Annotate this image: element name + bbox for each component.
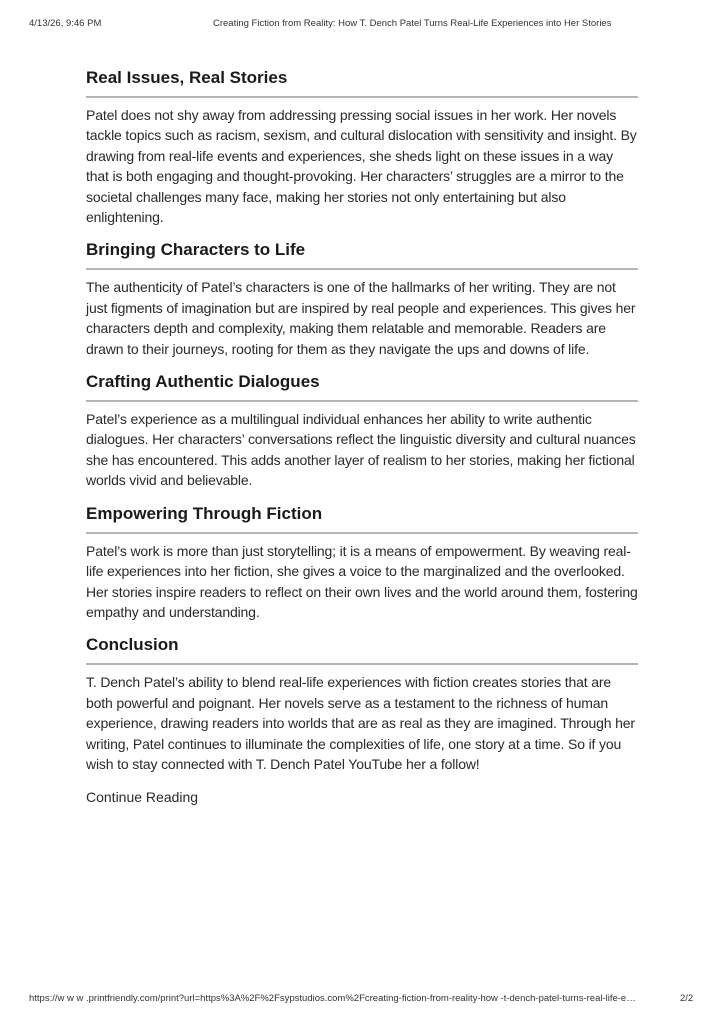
print-footer bbox=[0, 993, 723, 1007]
section-heading: Crafting Authentic Dialogues bbox=[86, 370, 638, 402]
section-heading: Conclusion bbox=[86, 633, 638, 665]
section-conclusion bbox=[86, 633, 638, 774]
continue-reading-link[interactable]: Continue Reading bbox=[86, 789, 199, 806]
section-crafting-dialogues bbox=[86, 370, 638, 491]
print-datetime: 4/13/26, 9:46 PM bbox=[29, 18, 102, 29]
section-heading: Real Issues, Real Stories bbox=[86, 66, 638, 98]
print-header bbox=[0, 18, 723, 32]
section-bringing-characters bbox=[86, 238, 638, 359]
article-body bbox=[86, 66, 638, 807]
section-paragraph: The authenticity of Patel’s characters is one of the hallmarks of her writing. They are not just figments of imagination but are inspired by real people and experiences. This gives her characters depth and complexity, making them relatable and memorable. Readers are drawn to their journeys, rooting for them as they navigate the ups and downs of life. bbox=[86, 279, 636, 357]
section-heading: Empowering Through Fiction bbox=[86, 502, 638, 534]
section-heading: Bringing Characters to Life bbox=[86, 238, 638, 270]
section-paragraph: Patel’s work is more than just storytelling; it is a means of empowerment. By weaving real-life experiences into her fiction, she gives a voice to the marginalized and the overlooked. Her stories inspire readers to reflect on their own lives and the world around them, fostering empathy and understanding. bbox=[86, 542, 638, 620]
section-paragraph: Patel does not shy away from addressing pressing social issues in her work. Her novels tackle topics such as racism, sexism, and cultural dislocation with sensitivity and insight. By drawing from real-life events and experiences, she sheds light on these issues in a way that is both engaging and thought-provoking. Her characters’ struggles are a mirror to the societal challenges many face, making her stories not only entertaining but also enlightening. bbox=[86, 107, 637, 226]
section-paragraph: Patel’s experience as a multilingual individual enhances her ability to write authentic dialogues. Her characters’ conversations reflect the linguistic diversity and cultural nuances she has encountered. This adds another layer of realism to her stories, making her fictional worlds vivid and believable. bbox=[86, 411, 636, 489]
print-page-title: Creating Fiction from Reality: How T. Dench Patel Turns Real-Life Experiences into Her Stories bbox=[213, 18, 612, 29]
section-paragraph: T. Dench Patel’s ability to blend real-life experiences with fiction creates stories that are both powerful and poignant. Her novels serve as a testament to the richness of human experience, drawing readers into worlds that are as real as they are imagined. Through her writing, Patel continues to illuminate the complexities of life, one story at a time. So if you wish to stay connected with T. Dench Patel YouTube her a follow! bbox=[86, 674, 635, 772]
print-source-url: https://w w w .printfriendly.com/print?url=https%3A%2F%2Fsypstudios.com%2Fcreating-fiction-from-reality-how -t-dench-patel-turns-real-life-e… bbox=[29, 993, 636, 1004]
section-real-issues bbox=[86, 66, 638, 227]
section-empowering bbox=[86, 502, 638, 623]
page-number: 2/2 bbox=[680, 993, 694, 1004]
